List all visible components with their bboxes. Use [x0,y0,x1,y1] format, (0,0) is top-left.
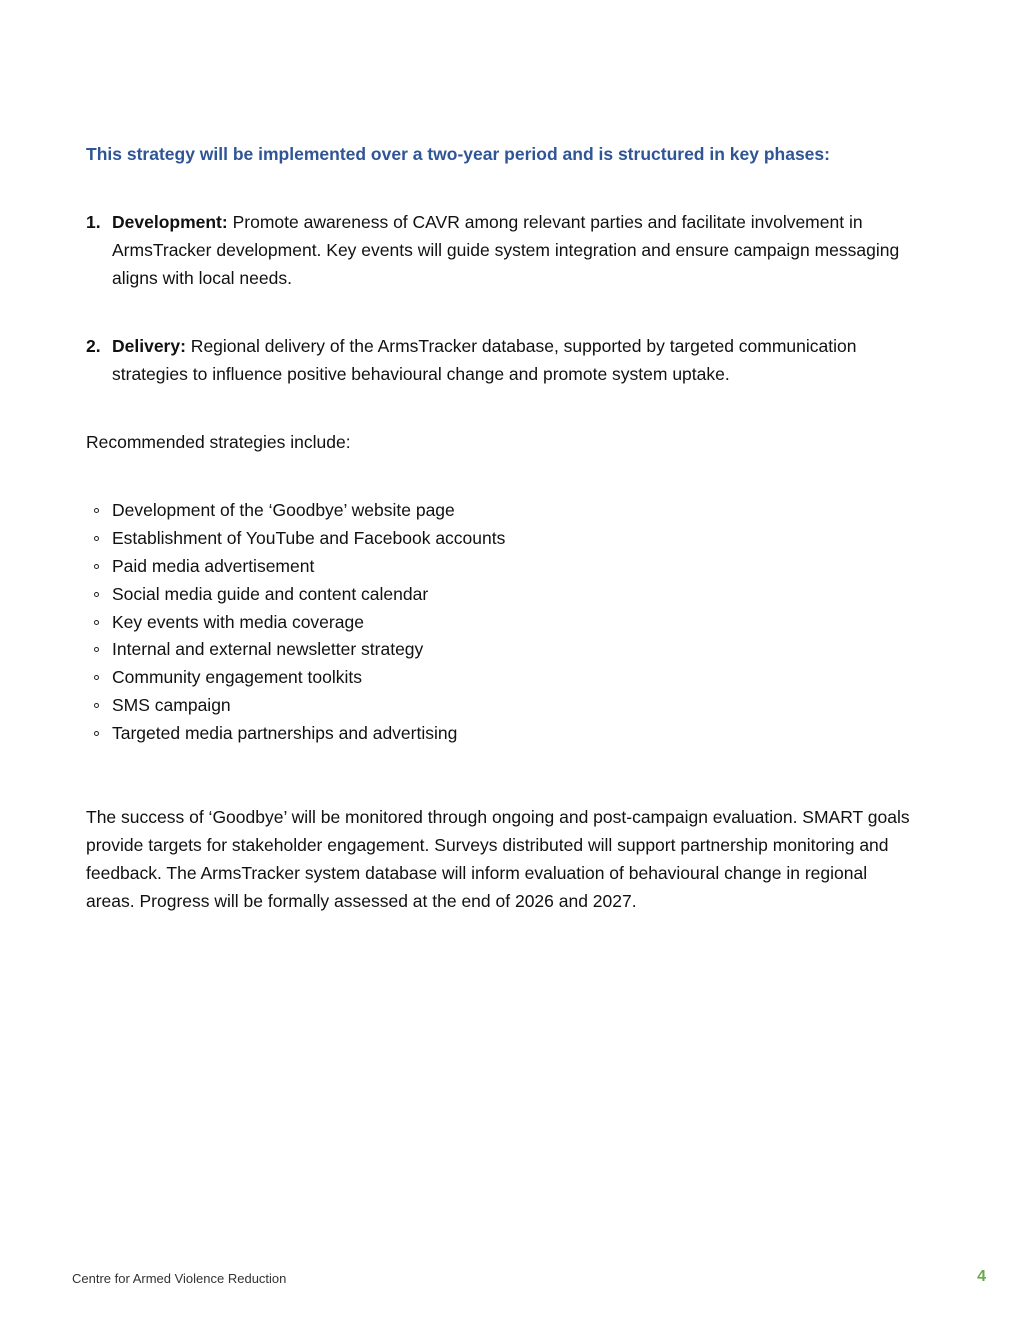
strategy-item [86,497,505,525]
strategy-text: Development of the ‘Goodbye’ website page [112,500,455,520]
strategy-item [86,636,505,664]
footer-organization: Centre for Armed Violence Reduction [72,1271,287,1286]
strategy-text: Social media guide and content calendar [112,583,429,604]
strategy-item [86,692,505,720]
phase-title: Development: [112,212,228,232]
phase-text: Promote awareness of CAVR among relevant parties and facilitate involvement in ArmsTracker development. Key events will guide system integration and ensure campaign messaging aligns with local needs. [112,212,900,288]
phase-number: 2. [86,336,101,356]
hollow-bullet-icon [94,647,99,652]
page-number: 4 [977,1268,986,1285]
strategy-list [86,497,505,748]
hollow-bullet-icon [94,592,99,597]
strategy-text: Key events with media coverage [112,611,364,632]
phase-title: Delivery: [112,336,186,356]
strategy-text: Internal and external newsletter strategy [112,639,424,660]
strategy-item [86,553,505,581]
strategies-intro: Recommended strategies include: [86,432,351,452]
hollow-bullet-icon [94,675,99,680]
hollow-bullet-icon [94,703,99,708]
hollow-bullet-icon [94,536,99,541]
hollow-bullet-icon [94,731,99,736]
closing-paragraph: The success of ‘Goodbye’ will be monitored through ongoing and post-campaign evaluation. SMART goals provide targets for stakeholder engagement. Surveys distributed will support partnership monitoring and feedback. The ArmsTracker system database will inform evaluation of behavioural change in regional areas. Progress will be formally assessed at the end of 2026 and 2027. [86,806,910,911]
section-heading: This strategy will be implemented over a two-year period and is structured in key phases: [86,144,830,164]
hollow-bullet-icon [94,564,99,569]
strategy-text: Targeted media partnerships and advertising [112,723,458,744]
phase-list [86,208,916,388]
hollow-bullet-icon [94,508,99,513]
strategy-item [86,720,505,748]
strategy-text: Community engagement toolkits [112,667,362,688]
phase-item-delivery [86,332,916,388]
strategy-text: SMS campaign [112,695,231,716]
strategy-item [86,664,505,692]
phase-text: Regional delivery of the ArmsTracker database, supported by targeted communication strategies to influence positive behavioural change and promote system uptake. [112,336,857,384]
strategy-text: Paid media advertisement [112,555,315,576]
hollow-bullet-icon [94,620,99,625]
strategy-item [86,525,505,553]
strategy-item [86,609,505,637]
strategy-item [86,581,505,609]
phase-number: 1. [86,212,101,232]
strategy-text: Establishment of YouTube and Facebook accounts [112,527,506,548]
phase-item-development [86,208,916,292]
